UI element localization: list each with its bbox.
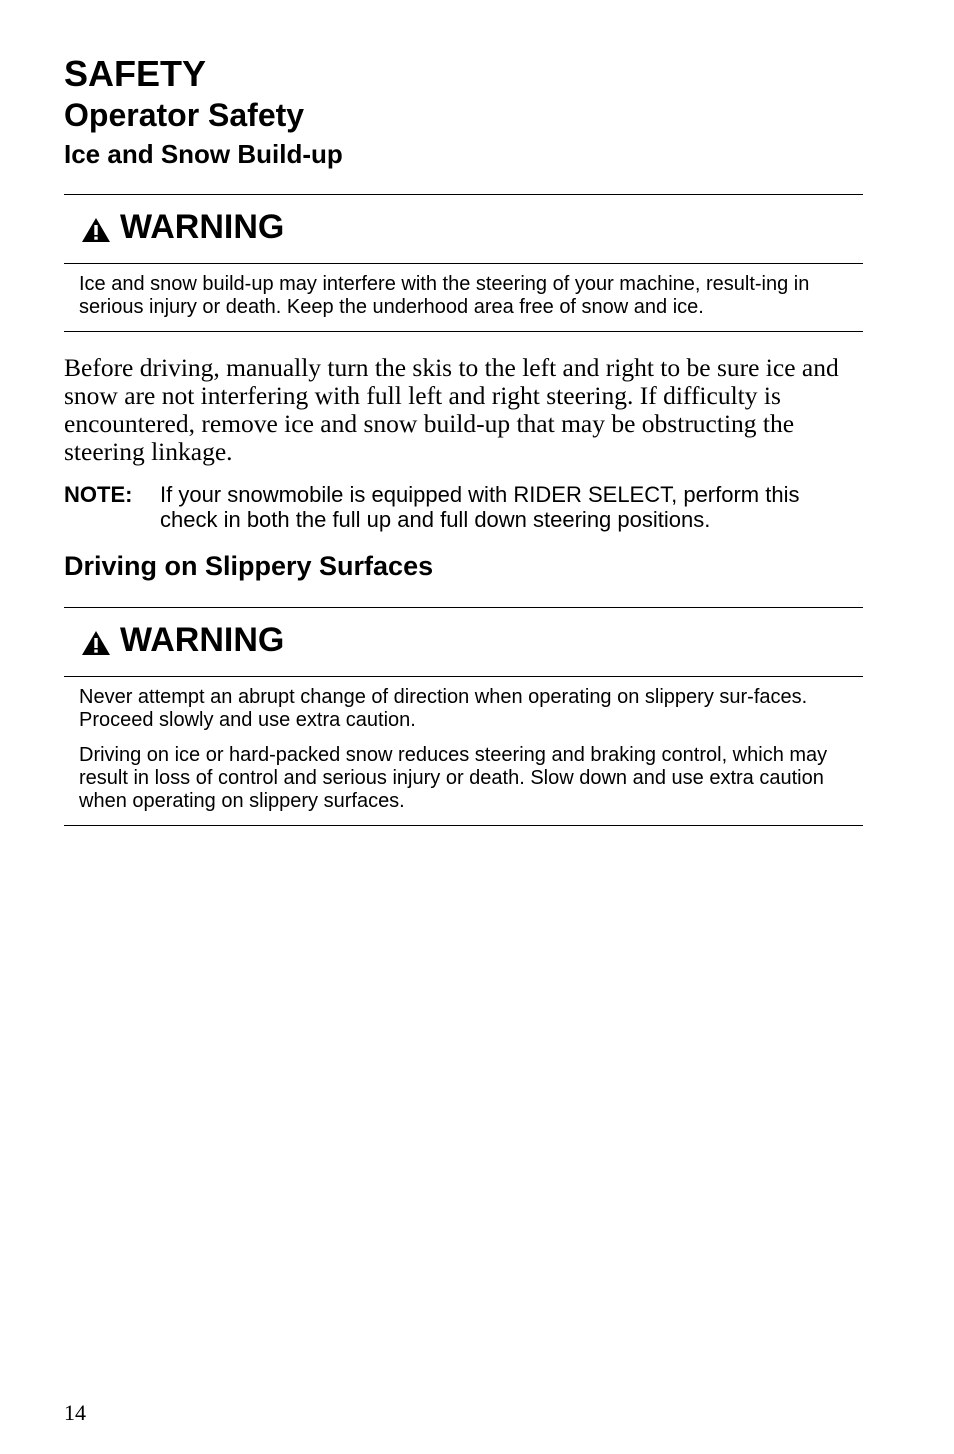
warning-body	[64, 677, 863, 825]
warning-box-ice-snow	[64, 194, 863, 332]
warning-triangle-icon	[81, 630, 111, 656]
section-heading: SAFETY	[64, 53, 207, 94]
warning-text: Driving on ice or hard-packed snow reduces steering and braking control, which may result in loss of control and serious injury or death. Slow down and use extra caution when operating on slippery surfaces.	[79, 744, 828, 812]
warning-header	[64, 608, 863, 677]
section-2-heading: Driving on Slippery Surfaces	[64, 551, 434, 581]
warning-body	[64, 264, 863, 331]
note-text: If your snowmobile is equipped with RIDER SELECT, perform this check in both the full up and full down steering positions.	[160, 482, 800, 532]
note-label: NOTE:	[64, 482, 133, 507]
subsection-heading: Operator Safety	[64, 97, 305, 133]
topic-heading: Ice and Snow Build-up	[64, 139, 343, 169]
page-number: 14	[64, 1400, 86, 1425]
body-paragraph: Before driving, manually turn the skis to the left and right to be sure ice and snow are not interfering with full left and right steering. If difficulty is encountered, remove ice and snow build-up that may be obstructing the steering linkage.	[64, 353, 839, 466]
warning-title: WARNING	[120, 208, 285, 246]
warning-triangle-icon	[81, 217, 111, 243]
warning-text: Never attempt an abrupt change of direction when operating on slippery sur-faces. Proceed slowly and use extra caution.	[79, 686, 808, 731]
warning-box-slippery-surfaces	[64, 607, 863, 826]
warning-title: WARNING	[120, 621, 285, 659]
warning-header	[64, 195, 863, 264]
warning-text: Ice and snow build-up may interfere with the steering of your machine, result-ing in serious injury or death. Keep the underhood area free of snow and ice.	[79, 273, 810, 318]
